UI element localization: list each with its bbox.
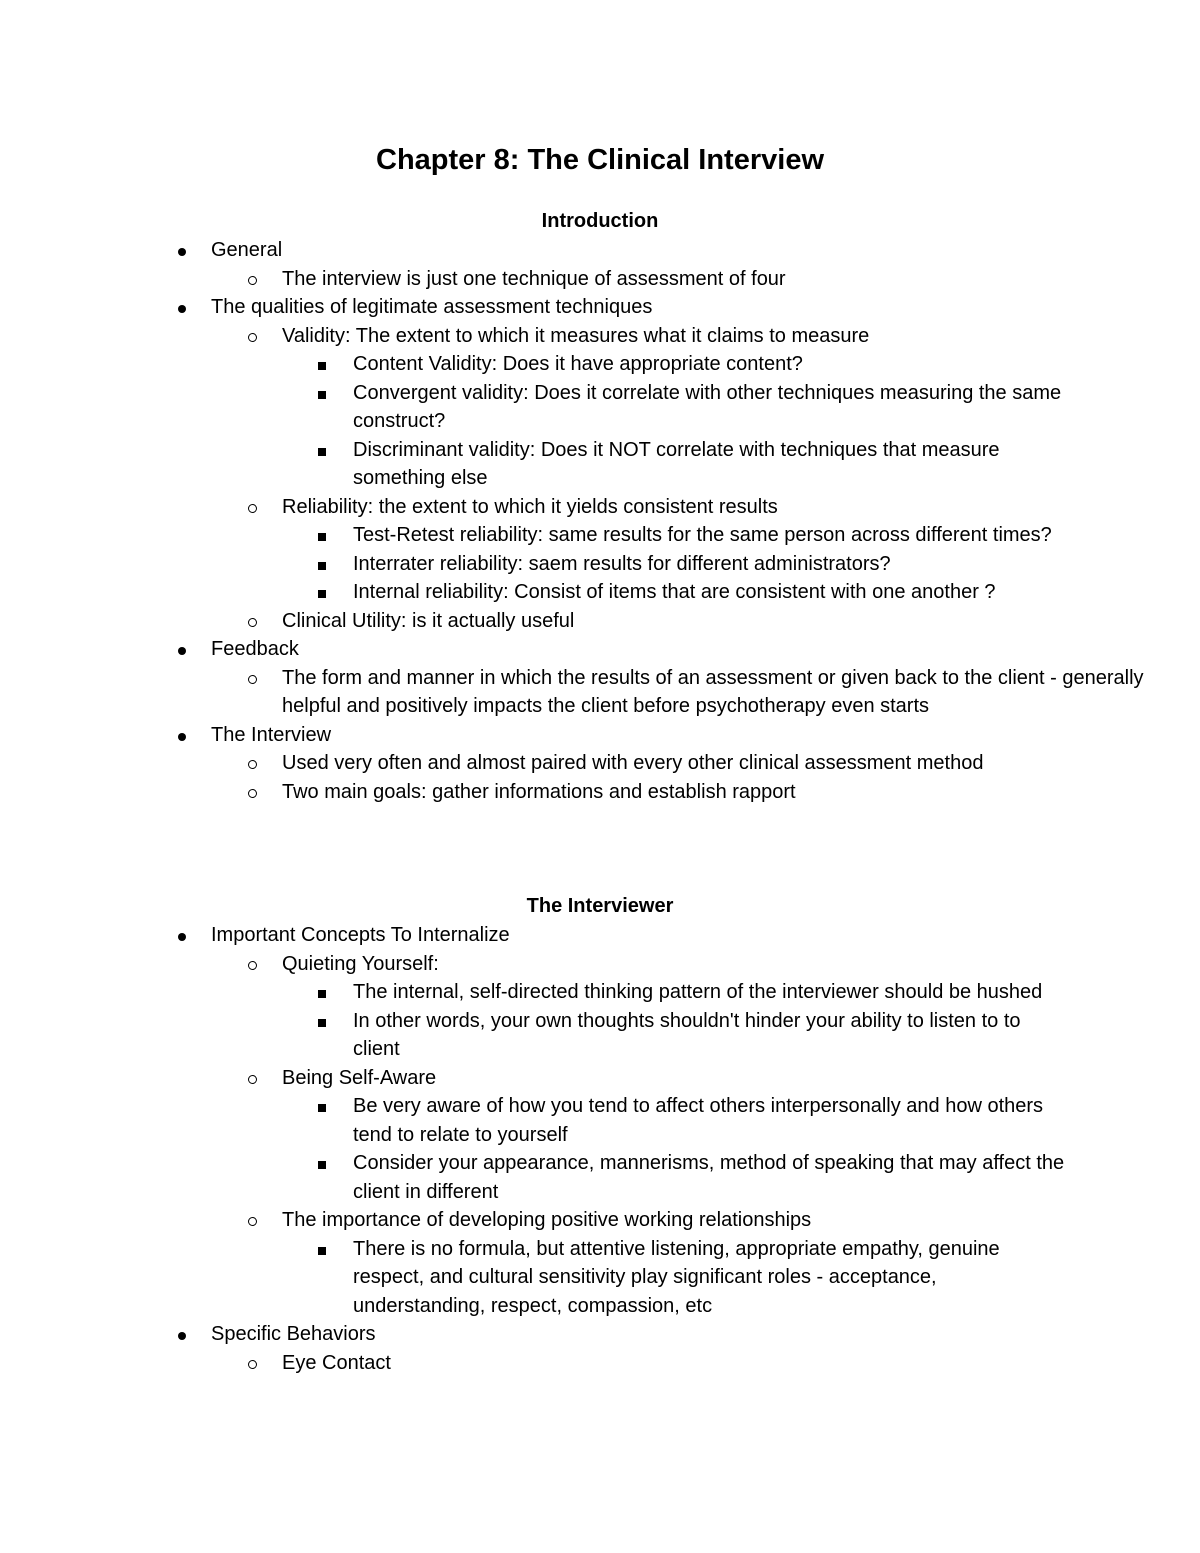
list-item-text: Reliability: the extent to which it yields consistent results [282, 495, 778, 518]
list-item-text: Quieting Yourself: [282, 952, 439, 975]
bullet-marker [318, 350, 326, 379]
circle-bullet-icon [248, 618, 257, 627]
bullet-marker [248, 950, 257, 979]
circle-bullet-icon [248, 760, 257, 769]
list-item [0, 607, 1200, 636]
circle-bullet-icon [248, 1360, 257, 1369]
list-item [0, 1235, 1200, 1321]
list-item-text: Feedback [211, 638, 299, 660]
disc-bullet-icon [178, 733, 186, 741]
square-bullet-icon [318, 1247, 326, 1255]
list-item [0, 635, 1200, 664]
square-bullet-icon [318, 590, 326, 598]
bullet-marker [178, 721, 186, 750]
list-item-text: There is no formula, but attentive listening, appropriate empathy, genuine respect, and cultural sensitivity play significant roles - acceptance, understanding, respect, compassion, etc [353, 1237, 1000, 1317]
list-item-text: Specific Behaviors [211, 1323, 376, 1345]
list-item [0, 664, 1200, 721]
list-item-text: Validity: The extent to which it measures what it claims to measure [282, 324, 870, 347]
square-bullet-icon [318, 990, 326, 998]
bullet-marker [248, 322, 257, 351]
disc-bullet-icon [178, 647, 186, 655]
list-item-text: Internal reliability: Consist of items that are consistent with one another ? [353, 581, 996, 603]
list-item [0, 1007, 1200, 1064]
list-item-text: Test-Retest reliability: same results for the same person across different times? [353, 524, 1052, 546]
disc-bullet-icon [178, 248, 186, 256]
list-item-text: Convergent validity: Does it correlate with other techniques measuring the same construct? [353, 381, 1062, 432]
list-item-text: The Interview [211, 723, 332, 746]
bullet-marker [248, 1206, 257, 1235]
bullet-marker [318, 379, 326, 408]
list-item [0, 521, 1200, 550]
list-item [0, 721, 1200, 750]
section-heading-interviewer: The Interviewer [526, 895, 674, 917]
bullet-marker [248, 1349, 257, 1378]
list-item [0, 749, 1200, 778]
list-item [0, 1349, 1200, 1378]
square-bullet-icon [318, 562, 326, 570]
circle-bullet-icon [248, 276, 257, 285]
disc-bullet-icon [178, 933, 186, 941]
square-bullet-icon [318, 533, 326, 541]
list-item-text: General [211, 239, 283, 261]
bullet-marker [318, 1007, 326, 1036]
list-item [0, 1064, 1200, 1093]
square-bullet-icon [318, 391, 326, 399]
list-item-text: Be very aware of how you tend to affect others interpersonally and how others tend to relate to yourself [353, 1095, 1044, 1146]
interviewer-list [0, 921, 1200, 1377]
list-item-text: Clinical Utility: is it actually useful [282, 609, 575, 632]
list-item [0, 493, 1200, 522]
list-item [0, 950, 1200, 979]
list-item [0, 1320, 1200, 1349]
circle-bullet-icon [248, 333, 257, 342]
bullet-marker [178, 635, 186, 664]
bullet-marker [318, 1092, 326, 1121]
list-item-text: The interview is just one technique of assessment of four [282, 267, 786, 290]
circle-bullet-icon [248, 504, 257, 513]
list-item-text: Interrater reliability: saem results for different administrators? [353, 552, 891, 575]
list-item [0, 1206, 1200, 1235]
list-item-text: Eye Contact [282, 1351, 391, 1374]
list-item-text: Content Validity: Does it have appropriate content? [353, 353, 803, 375]
bullet-marker [318, 436, 326, 465]
section-heading-introduction: Introduction [541, 210, 659, 232]
list-item [0, 1149, 1200, 1206]
bullet-marker [248, 265, 257, 294]
circle-bullet-icon [248, 1075, 257, 1084]
bullet-marker [178, 1320, 186, 1349]
list-item [0, 236, 1200, 265]
list-item [0, 265, 1200, 294]
square-bullet-icon [318, 362, 326, 370]
bullet-marker [318, 1149, 326, 1178]
bullet-marker [318, 521, 326, 550]
disc-bullet-icon [178, 1332, 186, 1340]
page-title: Chapter 8: The Clinical Interview [376, 144, 824, 176]
disc-bullet-icon [178, 305, 186, 313]
bullet-marker [248, 664, 257, 693]
bullet-marker [248, 778, 257, 807]
bullet-marker [318, 550, 326, 579]
list-item [0, 578, 1200, 607]
list-item [0, 350, 1200, 379]
list-item-text: The form and manner in which the results of an assessment or given back to the client - generally helpful and positively impacts the client before psychotherapy even starts [282, 666, 1144, 717]
bullet-marker [248, 607, 257, 636]
list-item [0, 978, 1200, 1007]
list-item-text: Consider your appearance, mannerisms, method of speaking that may affect the client in different [353, 1152, 1065, 1203]
list-item-text: Important Concepts To Internalize [211, 924, 510, 946]
list-item-text: In other words, your own thoughts shouldn't hinder your ability to listen to to client [353, 1009, 1021, 1060]
circle-bullet-icon [248, 675, 257, 684]
list-item-text: The internal, self-directed thinking pattern of the interviewer should be hushed [353, 981, 1043, 1003]
list-item [0, 322, 1200, 351]
list-item [0, 921, 1200, 950]
bullet-marker [178, 236, 186, 265]
list-item [0, 1092, 1200, 1149]
list-item [0, 293, 1200, 322]
bullet-marker [248, 493, 257, 522]
bullet-marker [248, 749, 257, 778]
list-item-text: Discriminant validity: Does it NOT correlate with techniques that measure something else [353, 438, 1000, 489]
square-bullet-icon [318, 1161, 326, 1169]
list-item-text: Two main goals: gather informations and establish rapport [282, 780, 796, 803]
list-item [0, 379, 1200, 436]
list-item-text: The importance of developing positive working relationships [282, 1209, 812, 1231]
circle-bullet-icon [248, 961, 257, 970]
circle-bullet-icon [248, 1217, 257, 1226]
list-item [0, 778, 1200, 807]
list-item [0, 550, 1200, 579]
list-item-text: The qualities of legitimate assessment techniques [211, 296, 653, 318]
list-item-text: Being Self-Aware [282, 1066, 437, 1089]
bullet-marker [318, 578, 326, 607]
square-bullet-icon [318, 448, 326, 456]
circle-bullet-icon [248, 789, 257, 798]
introduction-list [0, 236, 1200, 806]
bullet-marker [318, 1235, 326, 1264]
bullet-marker [178, 921, 186, 950]
list-item-text: Used very often and almost paired with every other clinical assessment method [282, 752, 984, 774]
bullet-marker [248, 1064, 257, 1093]
bullet-marker [178, 293, 186, 322]
bullet-marker [318, 978, 326, 1007]
square-bullet-icon [318, 1019, 326, 1027]
list-item [0, 436, 1200, 493]
square-bullet-icon [318, 1104, 326, 1112]
